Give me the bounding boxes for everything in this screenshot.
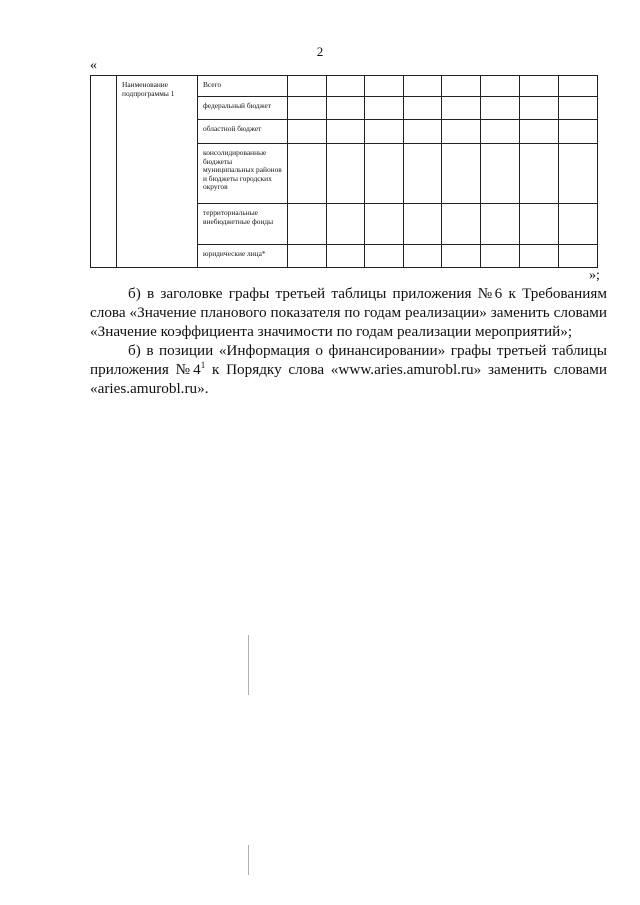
value-cell: [520, 204, 559, 245]
scan-artifact: [248, 845, 249, 875]
subprogram-name-cell: [117, 76, 198, 268]
value-cell: [404, 245, 442, 268]
value-cell: [288, 144, 327, 204]
value-cell: [365, 97, 404, 120]
value-cell: [559, 120, 598, 144]
value-cell: [442, 204, 481, 245]
value-cell: [442, 245, 481, 268]
value-cell: [327, 204, 365, 245]
page-number: 2: [316, 44, 324, 59]
value-cell: [559, 76, 598, 97]
value-cell: [327, 245, 365, 268]
value-cell: [404, 120, 442, 144]
blank-index-cell: [91, 76, 117, 268]
funding-source-label: областной бюджет: [203, 124, 262, 133]
value-cell: [481, 97, 520, 120]
value-cell: [559, 97, 598, 120]
funding-source-cell: [198, 245, 288, 268]
value-cell: [288, 76, 327, 97]
funding-source-label: Всего: [203, 80, 222, 89]
value-cell: [559, 204, 598, 245]
paragraph-text-start: б) в позиции «Информация о финансировании» графы третьей таблицы приложения №4: [90, 342, 607, 378]
value-cell: [481, 76, 520, 97]
value-cell: [520, 120, 559, 144]
value-cell: [520, 144, 559, 204]
value-cell: [404, 76, 442, 97]
funding-source-cell: [198, 204, 288, 245]
funding-source-cell: [198, 144, 288, 204]
value-cell: [327, 76, 365, 97]
funding-source-cell: [198, 76, 288, 97]
value-cell: [442, 97, 481, 120]
funding-source-label: консолидированные бюджеты муниципальных районов и бюджеты городских округов: [203, 148, 282, 192]
value-cell: [288, 245, 327, 268]
value-cell: [442, 144, 481, 204]
value-cell: [365, 120, 404, 144]
value-cell: [404, 97, 442, 120]
value-cell: [365, 76, 404, 97]
value-cell: [559, 245, 598, 268]
value-cell: [481, 144, 520, 204]
value-cell: [481, 204, 520, 245]
value-cell: [481, 120, 520, 144]
value-cell: [442, 76, 481, 97]
value-cell: [481, 245, 520, 268]
funding-source-label: территориальные внебюджетные фонды: [203, 208, 274, 226]
value-cell: [365, 245, 404, 268]
funding-source-cell: [198, 97, 288, 120]
value-cell: [559, 144, 598, 204]
paragraph-text-end: к Порядку слова «www.aries.amurobl.ru» заменить словами «aries.amurobl.ru».: [90, 361, 607, 397]
amendment-paragraph: б) в заголовке графы третьей таблицы приложения №6 к Требованиям слова «Значение планового показателя по годам реализации» заменить словами «Значение коэффициента значимости по годам реализации мероприятий»;: [90, 285, 607, 340]
value-cell: [288, 120, 327, 144]
value-cell: [327, 120, 365, 144]
value-cell: [288, 204, 327, 245]
value-cell: [327, 97, 365, 120]
value-cell: [520, 76, 559, 97]
funding-source-label: юридические лица*: [203, 249, 266, 258]
opening-quote: «: [90, 58, 97, 73]
value-cell: [365, 204, 404, 245]
value-cell: [365, 144, 404, 204]
value-cell: [442, 120, 481, 144]
value-cell: [520, 245, 559, 268]
value-cell: [520, 97, 559, 120]
value-cell: [404, 204, 442, 245]
value-cell: [327, 144, 365, 204]
footnote-superscript: 1: [200, 359, 206, 370]
subprogram-label: Наименование подпрограммы 1: [122, 80, 175, 98]
funding-source-label: федеральный бюджет: [203, 101, 272, 110]
table-row: [91, 76, 598, 97]
scan-artifact: [248, 635, 249, 695]
value-cell: [404, 144, 442, 204]
amendment-text: [90, 284, 607, 398]
funding-table: [90, 75, 598, 268]
amendment-paragraph: [90, 341, 607, 398]
funding-source-cell: [198, 120, 288, 144]
value-cell: [288, 97, 327, 120]
closing-quote: »;: [589, 268, 600, 283]
